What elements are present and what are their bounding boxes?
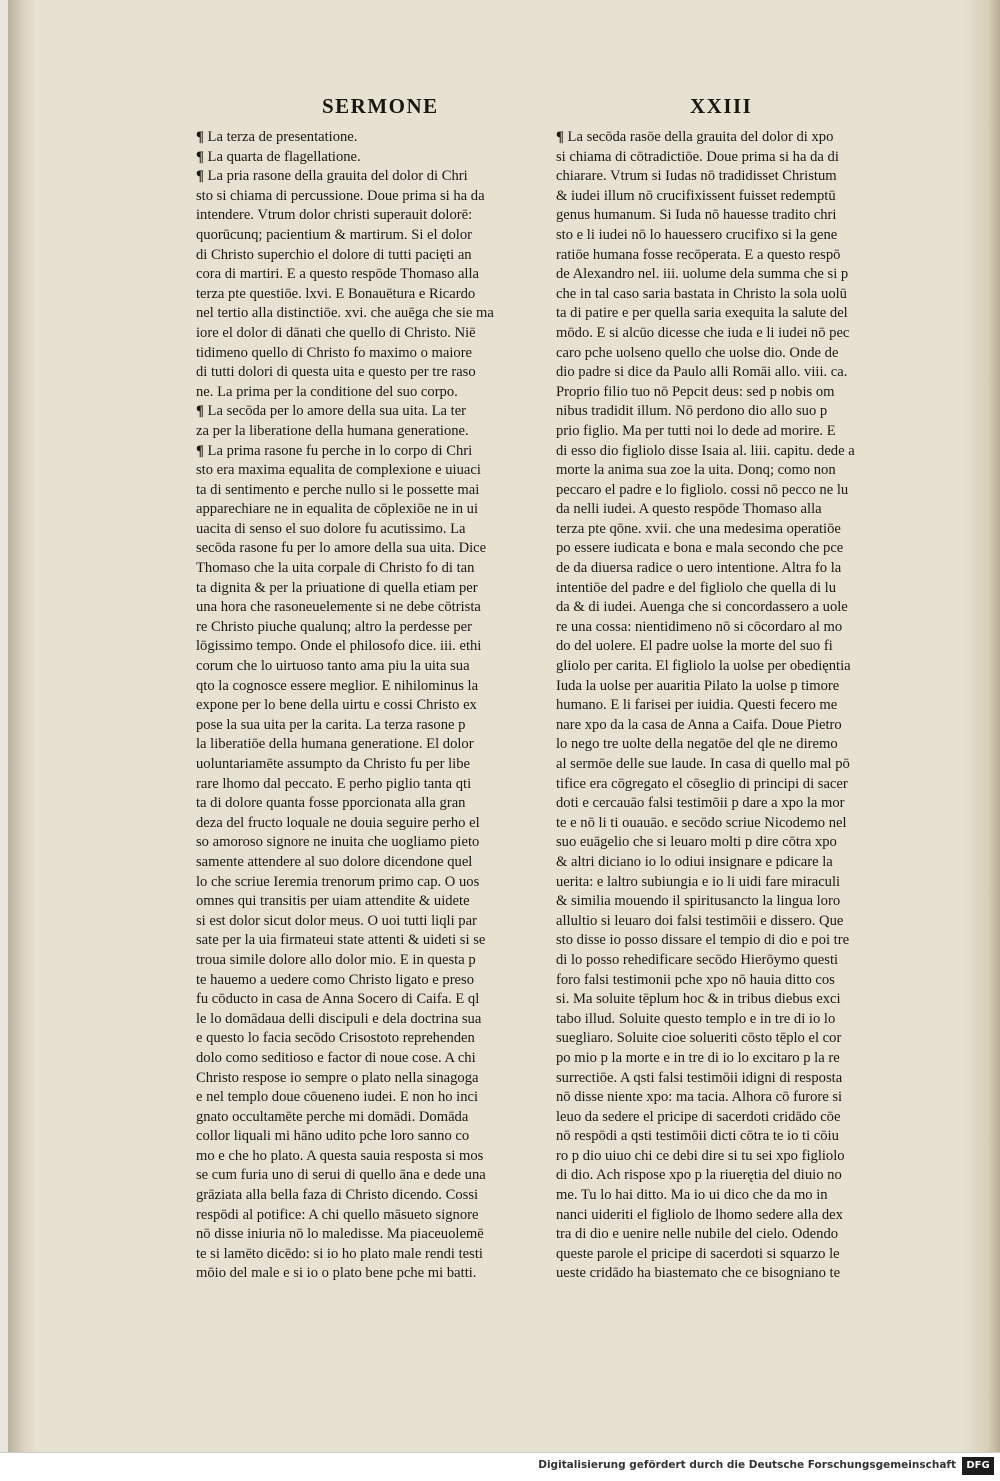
line-text: al sermōe delle sue laude. In casa di quello mal pō [556, 756, 850, 772]
line-text: suegliaro. Soluite cioe solueriti cōsto tēplo el cor [556, 1030, 842, 1047]
line-text: fu cōducto in casa de Anna Socero di Caifa. E ql [196, 991, 480, 1008]
line-text: se cum furia uno di serui di quello āna e dede una [196, 1167, 486, 1184]
text-column-left [196, 128, 541, 1284]
text-line [556, 167, 901, 187]
text-line [556, 539, 901, 559]
text-line [556, 912, 901, 932]
text-line [556, 226, 901, 246]
line-text: nibus tradidit illum. Nō perdono dio allo suo p [556, 403, 828, 420]
text-line [196, 873, 541, 893]
text-line [556, 618, 901, 638]
line-text: queste parole el pricipe di sacerdoti si squarzo le [556, 1245, 840, 1262]
line-text: secōda rasone fu per lo amore della sua uita. Dice [196, 540, 487, 557]
text-line [196, 833, 541, 853]
line-text: morte la anima sua zoe la uita. Donq; como non [556, 462, 836, 479]
text-column-right [556, 128, 901, 1284]
page-edge [960, 0, 1000, 1452]
text-line [556, 833, 901, 853]
running-header-left: SERMONE [322, 94, 439, 118]
line-text: re Christo piuche qualunq; altro la perdesse per [196, 618, 472, 635]
line-text: de Alexandro nel. iii. uolume dela summa che si p [556, 266, 849, 283]
text-line [556, 402, 901, 422]
line-text: di esso dio figliolo disse Isaia al. liii. capitu. dede a [556, 442, 855, 459]
text-line [556, 1049, 901, 1069]
text-line [556, 794, 901, 814]
text-line [196, 1069, 541, 1089]
text-line [556, 677, 901, 697]
paragraph-mark-icon: ¶ [196, 442, 208, 459]
text-line [556, 520, 901, 540]
line-text: apparechiare ne in equalita de cōplexiōe ne in ui [196, 501, 479, 518]
line-text: caro pche uolseno quello che uolse dio. Onde de [556, 344, 839, 361]
line-text: troua simile dolore allo dolor mio. E in questa p [196, 951, 476, 968]
text-line [196, 735, 541, 755]
text-line [556, 481, 901, 501]
text-line [196, 598, 541, 618]
line-text: samente attendere al suo dolore dicendone quel [196, 853, 473, 870]
text-line [196, 657, 541, 677]
line-text: nanci uideriti el figliolo de lhomo sedere alla dex [556, 1206, 843, 1223]
text-line [196, 500, 541, 520]
line-text: prio figlio. Ma per tutti noi lo dede ad morire. E [556, 422, 836, 439]
line-text: ta di sentimento e perche nullo si le possette mai [196, 481, 480, 498]
line-text: chiarare. Vtrum si Iudas nō tradidisset Christum [556, 168, 837, 185]
line-text: po mio p la morte e in tre di io lo excitaro p la re [556, 1049, 840, 1066]
line-text: re una cossa: nientidimeno nō si cōcordaro al mo [556, 618, 843, 635]
text-line [556, 246, 901, 266]
line-text: do del uolere. El padre uolse la morte del suo fi [556, 638, 833, 655]
line-text: expone per lo bene della uirtu e cossi Christo ex [196, 697, 477, 714]
line-text: genus humanum. Si Iuda nō hauesse tradito chri [556, 207, 837, 224]
text-line [556, 1264, 901, 1284]
text-line [196, 696, 541, 716]
line-text: sate per la uia firmateui state attenti & uideti si se [196, 932, 486, 949]
line-text: e questo lo facia secōdo Crisostoto reprehenden [196, 1030, 475, 1047]
text-line [196, 990, 541, 1010]
text-line [196, 794, 541, 814]
text-line [556, 344, 901, 364]
line-text: gnato occultamēte perche mi domādi. Domāda [196, 1108, 469, 1125]
text-line [556, 775, 901, 795]
text-line [556, 735, 901, 755]
text-line [556, 814, 901, 834]
text-line [196, 148, 541, 168]
text-line [196, 265, 541, 285]
text-line [556, 1010, 901, 1030]
text-line [196, 383, 541, 403]
text-line [556, 1108, 901, 1128]
text-line [196, 892, 541, 912]
line-text: nō respōdi a qsti testimōii dicti cōtra te io ti cōiu [556, 1128, 839, 1145]
text-line [196, 1166, 541, 1186]
line-text: di lo posso rehedificare secōdo Hierōymo questi [556, 951, 839, 968]
text-line [556, 1245, 901, 1265]
line-text: collor liquali mi hāno udito pche loro sanno co [196, 1128, 470, 1145]
text-line [196, 167, 541, 187]
text-line [556, 971, 901, 991]
text-line [556, 951, 901, 971]
text-line [556, 1225, 901, 1245]
line-text: di dio. Ach rispose xpo p la riuerętia del diuio no [556, 1167, 842, 1184]
text-line [556, 637, 901, 657]
line-text: za per la liberatione della humana generatione. [196, 422, 469, 439]
text-line [196, 128, 541, 148]
line-text: ta di patire e per quella saria exequita la salute del [556, 305, 848, 322]
text-line [196, 461, 541, 481]
text-line [196, 324, 541, 344]
line-text: Thomaso che la uita corpale di Christo fo di tan [196, 560, 475, 577]
text-line [556, 696, 901, 716]
line-text: qto la cognosce essere meglior. E nihilominus la [196, 677, 479, 694]
text-line [556, 1029, 901, 1049]
line-text: le lo domādaua delli discipuli e dela doctrina sua [196, 1010, 482, 1027]
line-text: mo e che ho plato. A questa sauia resposta si mos [196, 1147, 484, 1164]
text-line [196, 579, 541, 599]
text-line [196, 1225, 541, 1245]
line-text: mōdo. E si alcūo dicesse che iuda e li iudei nō pec [556, 324, 850, 341]
line-text: La terza de presentatione. [207, 129, 358, 145]
line-text: ta di dolore quanta fosse pporcionata alla gran [196, 795, 466, 812]
line-text: so amoroso signore ne inuita che uogliamo pieto [196, 834, 480, 851]
text-line [196, 618, 541, 638]
line-text: e nel templo doue cōueneno iudei. E non ho inci [196, 1089, 479, 1106]
line-text: allultio si leuaro doi falsi testimōii e dissero. Que [556, 912, 844, 929]
text-line [196, 285, 541, 305]
text-line [556, 1206, 901, 1226]
line-text: dolo como seditioso e factor di noue cose. A chi [196, 1049, 476, 1066]
line-text: te e nō li ti ouauāo. e secōdo scriue Nicodemo nel [556, 814, 847, 831]
text-line [556, 500, 901, 520]
line-text: iore el dolor di dānati che quello di Christo. Niē [196, 324, 476, 341]
line-text: pose la sua uita per la carita. La terza rasone p [196, 716, 466, 733]
text-line [196, 304, 541, 324]
line-text: quorūcunq; pacientium & martirum. Si el dolor [196, 226, 473, 243]
text-line [556, 304, 901, 324]
text-line [196, 931, 541, 951]
running-header-folio: XXIII [690, 94, 753, 118]
line-text: di tutti dolori di questa uita e questo per tre raso [196, 364, 476, 381]
text-line [196, 206, 541, 226]
text-line [556, 1186, 901, 1206]
text-line [556, 285, 901, 305]
text-line [556, 990, 901, 1010]
text-line [196, 755, 541, 775]
text-line [556, 422, 901, 442]
line-text: deza del fructo loquale ne douia seguire perho el [196, 814, 480, 831]
line-text: tabo illud. Soluite questo templo e in tre di io lo [556, 1010, 836, 1027]
text-line [556, 598, 901, 618]
text-line [196, 912, 541, 932]
line-text: nare xpo da la casa de Anna a Caifa. Doue Pietro [556, 716, 842, 733]
line-text: si chiama di cōtradictiōe. Doue prima si ha da di [556, 148, 839, 165]
line-text: rare lhomo dal peccato. E perho piglio tanta qti [196, 775, 472, 792]
text-line [556, 1088, 901, 1108]
text-line [196, 1127, 541, 1147]
paragraph-mark-icon: ¶ [196, 168, 208, 185]
text-line [196, 1264, 541, 1284]
text-line [556, 1069, 901, 1089]
line-text: uacita di senso el suo dolore fu acutissimo. La [196, 520, 466, 537]
line-text: nō disse niente xpo: ma tacia. Alhora cō furore si [556, 1089, 843, 1106]
line-text: La secōda per lo amore della sua uita. La ter [207, 403, 467, 420]
line-text: Proprio filio tuo nō Pepcit deus: sed p nobis om [556, 383, 835, 400]
digitization-footer [0, 1452, 1000, 1481]
text-line [196, 775, 541, 795]
line-text: nō disse iniuria nō lo maledisse. Ma piaceuolemē [196, 1226, 484, 1243]
text-line [196, 422, 541, 442]
text-line [196, 226, 541, 246]
text-line [196, 951, 541, 971]
text-line [196, 1029, 541, 1049]
text-line [196, 559, 541, 579]
text-line [556, 363, 901, 383]
paragraph-mark-icon: ¶ [556, 129, 568, 145]
text-line [556, 873, 901, 893]
text-line [556, 1147, 901, 1167]
text-line [196, 1088, 541, 1108]
line-text: ne. La prima per la conditione del suo corpo. [196, 383, 458, 400]
paragraph-mark-icon: ¶ [196, 129, 208, 145]
line-text: da & di iudei. Auenga che si concordassero a uole [556, 599, 848, 616]
text-line [556, 657, 901, 677]
line-text: de da diuersa radice o uero intentione. Altra fo la [556, 560, 842, 577]
line-text: gliolo per carita. El figliolo la uolse per obedięntia [556, 658, 851, 675]
line-text: una hora che rasoneuelemente si ne debe cōtrista [196, 599, 481, 616]
book-page [8, 0, 1000, 1452]
line-text: uerita: e laltro subiungia e io li uidi fare miraculi [556, 873, 841, 890]
line-text: ta dignita & per la priuatione di quella etiam per [196, 579, 478, 596]
line-text: foro falsi testimonii pche xpo nō hauia ditto cos [556, 971, 835, 988]
text-line [556, 128, 901, 148]
text-line [196, 1108, 541, 1128]
line-text: sto disse io posso dissare el tempio di dio e poi tre [556, 932, 850, 949]
line-text: ueste cridādo ha biastemato che ce bisogniano te [556, 1265, 841, 1282]
line-text: ro p dio uiuo chi ce debi dire si tu sei xpo figliolo [556, 1147, 845, 1164]
line-text: omnes qui transitis per uiam attendite & uidete [196, 893, 470, 910]
line-text: tra di dio e uenire nelle nubile del cielo. Odendo [556, 1226, 839, 1243]
text-line [556, 892, 901, 912]
page-gutter [8, 0, 36, 1452]
line-text: sto e li iudei nō lo hauessero crucifixo si la gene [556, 226, 838, 243]
line-text: te si lamēto dicēdo: si io ho plato male rendi testi [196, 1245, 483, 1262]
line-text: te hauemo a uedere como Christo ligato e preso [196, 971, 475, 988]
text-line [196, 246, 541, 266]
line-text: terza pte questiōe. lxvi. E Bonauētura e Ricardo [196, 285, 476, 302]
text-line [196, 1206, 541, 1226]
line-text: intendere. Vtrum dolor christi superauit dolorē: [196, 207, 473, 224]
line-text: dio padre si dice da Paulo alli Romāi allo. viii. ca. [556, 364, 848, 381]
text-line [196, 539, 541, 559]
text-line [196, 442, 541, 462]
text-line [196, 1010, 541, 1030]
line-text: tidimeno quello di Christo fo maximo o maiore [196, 344, 473, 361]
line-text: Iuda la uolse per auaritia Pilato la uolse p timore [556, 677, 840, 694]
dfg-logo: DFG [962, 1457, 994, 1475]
line-text: che in tal caso saria bastata in Christo la sola uolū [556, 285, 847, 302]
line-text: da nelli iudei. A questo respōde Thomaso alla [556, 501, 822, 518]
text-line [556, 187, 901, 207]
text-line [196, 971, 541, 991]
line-text: lo che scriue Ieremia trenorum primo cap. O uos [196, 873, 480, 890]
line-text: intentiōe del padre e del figliolo che quella di lu [556, 579, 837, 596]
text-line [556, 716, 901, 736]
line-text: lo nego tre uolte della negatōe del qle ne diremo [556, 736, 838, 753]
text-line [556, 559, 901, 579]
line-text: sto si chiama di percussione. Doue prima si ha da [196, 187, 485, 204]
funding-notice: Digitalisierung gefördert durch die Deutsche Forschungsgemeinschaft [538, 1459, 956, 1471]
line-text: surrectiōe. A qsti falsi testimōii idigni di resposta [556, 1069, 843, 1086]
line-text: & iudei illum nō crucifixissent fuisset redemptū [556, 187, 836, 204]
line-text: respōdi al potifice: A chi quello māsueto signore [196, 1206, 479, 1223]
line-text: corum che lo uirtuoso tanto ama piu la uita sua [196, 658, 470, 675]
text-line [196, 1186, 541, 1206]
text-line [556, 383, 901, 403]
line-text: & similia mouendo il spiritusancto la lingua loro [556, 893, 841, 910]
text-line [556, 579, 901, 599]
line-text: po essere iudicata e bona e mala secondo che pce [556, 540, 844, 557]
line-text: lōgissimo tempo. Onde el philosofo dice. iii. ethi [196, 638, 482, 655]
line-text: nel tertio alla distinctiōe. xvi. che auēga che sie ma [196, 305, 494, 322]
text-line [196, 1049, 541, 1069]
line-text: me. Tu lo hai ditto. Ma io ui dico che da mo in [556, 1187, 828, 1204]
text-line [196, 187, 541, 207]
line-text: La secōda rasōe della grauita del dolor di xpo [567, 129, 834, 145]
text-line [196, 481, 541, 501]
line-text: mōio del male e si io o plato bene pche mi batti. [196, 1265, 477, 1282]
text-line [196, 344, 541, 364]
text-line [196, 402, 541, 422]
text-line [196, 520, 541, 540]
line-text: leuo da sedere el pricipe di sacerdoti cridādo cōe [556, 1108, 841, 1125]
line-text: si. Ma soluite tēplum hoc & in tribus diebus exci [556, 991, 841, 1008]
line-text: La prima rasone fu perche in lo corpo di Chri [207, 442, 473, 459]
line-text: di Christo superchio el dolore di tutti pacięti an [196, 246, 472, 263]
text-line [556, 1166, 901, 1186]
text-line [556, 148, 901, 168]
line-text: & altri diciano io lo odiui insignare e pdicare la [556, 853, 833, 870]
line-text: La pria rasone della grauita del dolor di Chri [207, 168, 468, 185]
paragraph-mark-icon: ¶ [196, 403, 208, 420]
line-text: cora di martiri. E a questo respōde Thomaso alla [196, 266, 480, 283]
text-line [196, 363, 541, 383]
line-text: humano. E li farisei per iuidia. Questi fecero me [556, 697, 838, 714]
text-line [556, 324, 901, 344]
text-line [196, 637, 541, 657]
line-text: tifice era cōgregato el cōseglio di principi di sacer [556, 775, 848, 792]
line-text: peccaro el padre e lo figliolo. cossi nō pecco ne lu [556, 481, 849, 498]
line-text: Christo respose io sempre o plato nella sinagoga [196, 1069, 479, 1086]
text-line [556, 931, 901, 951]
text-line [556, 853, 901, 873]
line-text: sto era maxima equalita de complexione e uiuaci [196, 462, 481, 479]
line-text: suo euāgelio che si leuaro molti p dire cōtra xpo [556, 834, 837, 851]
text-line [556, 1127, 901, 1147]
text-line [556, 265, 901, 285]
line-text: uoluntariamēte assumpto da Christo fu per libe [196, 756, 470, 772]
line-text: terza pte qōne. xvii. che una medesima operatiōe [556, 520, 841, 537]
line-text: La quarta de flagellatione. [207, 148, 361, 165]
line-text: ratiōe humana fosse recōperata. E a questo respō [556, 246, 841, 263]
line-text: la liberatiōe della humana generatione. El dolor [196, 736, 474, 753]
text-line [196, 716, 541, 736]
text-line [556, 206, 901, 226]
line-text: doti e cercauāo falsi testimōii p dare a xpo la mor [556, 795, 845, 812]
text-line [196, 814, 541, 834]
text-line [196, 1147, 541, 1167]
text-line [556, 461, 901, 481]
text-line [196, 1245, 541, 1265]
text-line [556, 755, 901, 775]
line-text: grāziata alla bella faza di Christo dicendo. Cossi [196, 1187, 479, 1204]
text-line [196, 677, 541, 697]
paragraph-mark-icon: ¶ [196, 148, 208, 165]
text-line [196, 853, 541, 873]
text-line [556, 442, 901, 462]
line-text: si est dolor sicut dolor meus. O uoi tutti liqli par [196, 912, 477, 929]
